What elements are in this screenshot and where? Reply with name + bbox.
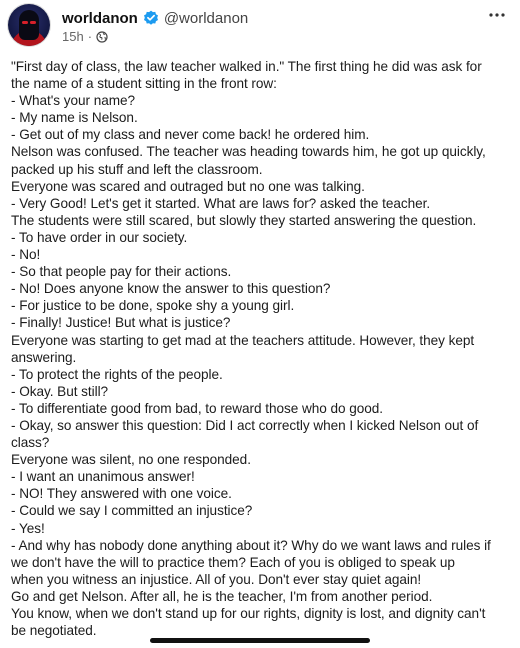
post-line: The students were still scared, but slowly they started answering the question. bbox=[11, 212, 477, 228]
post-line: Everyone was silent, no one responded. bbox=[11, 452, 251, 468]
avatar[interactable] bbox=[8, 4, 50, 46]
post-line: - Okay. But still? bbox=[11, 383, 109, 399]
post-line: - To have order in our society. bbox=[11, 229, 188, 245]
username[interactable]: worldanon bbox=[62, 9, 138, 27]
post-line: - No! bbox=[11, 247, 41, 263]
post-line: Nelson was confused. The teacher was heading towards him, he got up quickly, bbox=[11, 144, 486, 160]
post-line: - Very Good! Let's get it started. What are laws for? asked the teacher. bbox=[11, 195, 431, 211]
post-line: - To protect the rights of the people. bbox=[11, 366, 223, 382]
post-line: - What's your name? bbox=[11, 93, 136, 109]
post-line: - To differentiate good from bad, to reward those who do good. bbox=[11, 400, 383, 416]
avatar-eye-left bbox=[22, 21, 28, 24]
post-line: packed up his stuff and left the classroom. bbox=[11, 161, 263, 177]
post-line: answering. bbox=[11, 349, 77, 365]
user-handle[interactable]: @worldanon bbox=[163, 9, 249, 27]
post-line: the name of a student sitting in the front row: bbox=[11, 76, 277, 92]
post-line: we don't have the will to practice them? Each of you is obliged to speak up bbox=[11, 554, 455, 570]
post-line: "First day of class, the law teacher walked in." The first thing he did was ask for bbox=[11, 59, 482, 74]
post-line: - Could we say I committed an injustice? bbox=[11, 503, 253, 519]
post-line: be negotiated. bbox=[11, 623, 97, 639]
post-time: 15h bbox=[62, 29, 84, 44]
avatar-mask bbox=[19, 10, 39, 40]
globe-icon bbox=[96, 31, 108, 43]
post-line: - Okay, so answer this question: Did I act correctly when I kicked Nelson out of bbox=[11, 417, 479, 433]
post-line: - Finally! Justice! But what is justice? bbox=[11, 315, 231, 331]
post-line: Everyone was starting to get mad at the teachers attitude. However, they kept bbox=[11, 332, 475, 348]
more-options-icon[interactable] bbox=[488, 10, 506, 20]
post-line: - So that people pay for their actions. bbox=[11, 264, 232, 280]
avatar-eye-right bbox=[30, 21, 36, 24]
post-line: class? bbox=[11, 435, 50, 451]
post-line: Everyone was scared and outraged but no one was talking. bbox=[11, 178, 365, 194]
post-line: You know, when we don't stand up for our rights, dignity is lost, and dignity can't bbox=[11, 606, 486, 621]
post-header bbox=[0, 0, 520, 56]
meta-separator: · bbox=[87, 29, 93, 44]
post-line: - No! Does anyone know the answer to this question? bbox=[11, 281, 331, 297]
post-line: - I want an unanimous answer! bbox=[11, 469, 195, 485]
post-line: - For justice to be done, spoke shy a young girl. bbox=[11, 298, 295, 314]
post-line: - And why has nobody done anything about it? Why do we want laws and rules if bbox=[11, 537, 491, 553]
post-line: when you witness an injustice. All of you. Don't ever stay quiet again! bbox=[11, 571, 422, 587]
post-line: Go and get Nelson. After all, he is the teacher, I'm from another period. bbox=[11, 588, 433, 604]
author-row bbox=[62, 7, 248, 29]
home-indicator[interactable] bbox=[150, 638, 370, 643]
post-text bbox=[11, 58, 511, 639]
verified-badge-icon bbox=[143, 10, 159, 26]
post-line: - Get out of my class and never come back! he ordered him. bbox=[11, 127, 370, 143]
post-meta bbox=[62, 29, 108, 44]
post-line: - My name is Nelson. bbox=[11, 110, 138, 126]
post-line: - Yes! bbox=[11, 520, 45, 536]
post-line: - NO! They answered with one voice. bbox=[11, 486, 232, 502]
